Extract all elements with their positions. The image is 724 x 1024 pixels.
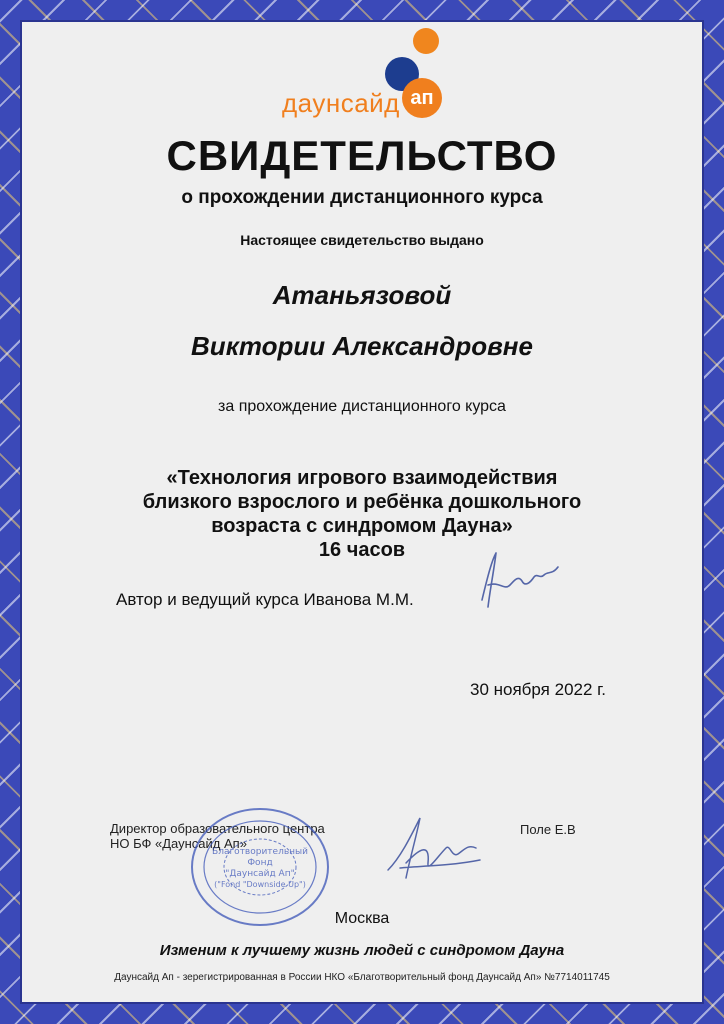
stamp-line-3: "Даунсайд Ап" [225,869,295,879]
course-line-3: возраста с синдромом Дауна» [211,515,513,537]
slogan: Изменим к лучшему жизнь людей с синдромом Дауна [159,942,565,959]
certificate-title: СВИДЕТЕЛЬСТВО [166,132,558,179]
course-line-1: «Технология игрового взаимодействия [166,467,558,489]
logo-brand-ap: ап [402,78,442,118]
author-signature-icon [470,545,570,615]
for-text: за прохождение дистанционного курса [218,398,506,415]
footer-registration: Даунсайд Ап - зерегистрированная в России НКО «Благотворительный фонд Даунсайд Ап» №7714011745 [114,972,610,983]
city: Москва [334,910,390,927]
course-hours: 16 часов [318,539,406,561]
course-line-2: близкого взрослого и ребёнка дошкольного [142,491,582,513]
director-signature-icon [380,808,490,888]
course-title [0,466,724,562]
director-line-1: Директор образовательного центра [110,821,325,836]
stamp-line-4: ("Fond "Downside Up") [214,880,306,889]
course-author: Автор и ведущий курса Иванова М.М. [116,590,414,609]
stamp-line-1: Благотворительный [212,847,308,857]
issue-date: 30 ноября 2022 г. [470,680,606,699]
logo-brand-text: даунсайд [282,88,400,118]
certificate-subtitle: о прохождении дистанционного курса [181,187,543,208]
director-name: Поле Е.В [520,822,576,837]
stamp-line-2: Фонд [247,858,273,868]
recipient-given-name: Виктории Александровне [191,331,533,361]
issued-text: Настоящее свидетельство выдано [240,232,484,248]
director-line-2: НО БФ «Даунсайд Ап» [110,836,247,851]
logo-dot-orange-icon [413,28,439,54]
recipient-surname: Атаньязовой [272,280,452,310]
